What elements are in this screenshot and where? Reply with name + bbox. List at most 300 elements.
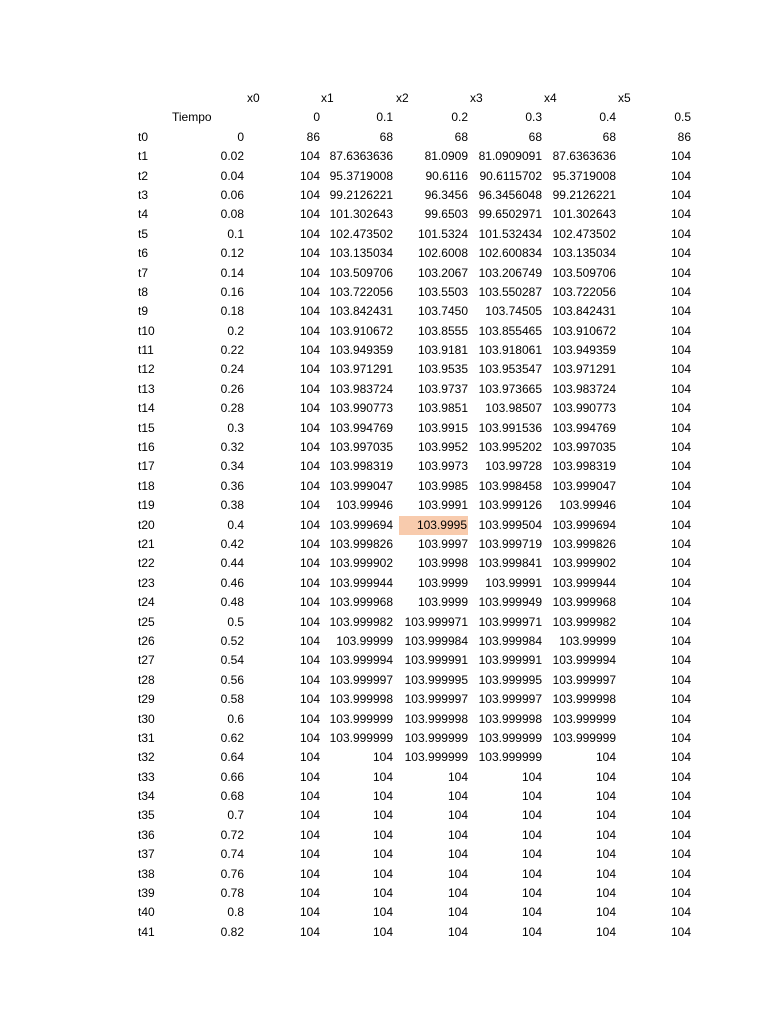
value-cell-x1[interactable]: 103.135034: [329, 246, 393, 261]
value-cell-x3[interactable]: 103.999984: [478, 633, 542, 648]
value-cell-x2[interactable]: 104: [447, 847, 468, 862]
value-cell-x2[interactable]: 103.9915: [417, 420, 468, 435]
value-cell-x4[interactable]: 103.994769: [552, 420, 616, 435]
value-cell-x2[interactable]: 103.5503: [417, 284, 468, 299]
value-cell-x2[interactable]: 104: [447, 905, 468, 920]
value-cell-x1[interactable]: 104: [372, 924, 393, 939]
value-cell-x4[interactable]: 87.6363636: [552, 149, 616, 164]
value-cell-x1[interactable]: 103.990773: [329, 401, 393, 416]
value-cell-x2[interactable]: 81.0909: [424, 149, 468, 164]
row-label: t28: [138, 672, 155, 687]
value-cell-x0[interactable]: 86: [306, 129, 320, 144]
time-cell[interactable]: 0.58: [220, 692, 244, 707]
value-cell-x5[interactable]: 104: [670, 653, 691, 668]
value-cell-x2[interactable]: 103.8555: [417, 323, 468, 338]
value-cell-x0[interactable]: 104: [299, 323, 320, 338]
value-cell-x1[interactable]: 103.722056: [329, 284, 393, 299]
time-cell[interactable]: 0: [237, 129, 244, 144]
value-cell-x2[interactable]: 104: [447, 789, 468, 804]
value-cell-x5[interactable]: 104: [670, 401, 691, 416]
value-cell-x4[interactable]: 104: [595, 808, 616, 823]
value-cell-x0[interactable]: 104: [299, 284, 320, 299]
value-cell-x2[interactable]: 68: [454, 129, 468, 144]
time-cell[interactable]: 0.24: [220, 362, 244, 377]
value-cell-x1[interactable]: 103.999999: [329, 711, 393, 726]
time-cell[interactable]: 0.78: [220, 886, 244, 901]
value-cell-x1[interactable]: 104: [372, 789, 393, 804]
value-cell-x5[interactable]: 104: [670, 517, 691, 532]
value-cell-x3[interactable]: 103.998458: [478, 478, 542, 493]
value-cell-x1[interactable]: 104: [372, 866, 393, 881]
value-cell-x5[interactable]: 104: [670, 886, 691, 901]
time-cell[interactable]: 0.12: [220, 246, 244, 261]
time-cell[interactable]: 0.42: [220, 536, 244, 551]
value-cell-x5[interactable]: 104: [670, 556, 691, 571]
value-cell-x2[interactable]: 103.999999: [404, 730, 468, 745]
value-cell-x0[interactable]: 104: [299, 343, 320, 358]
value-cell-x5[interactable]: 104: [670, 440, 691, 455]
value-cell-x5[interactable]: 86: [677, 129, 691, 144]
value-cell-x0[interactable]: 104: [299, 246, 320, 261]
value-cell-x1[interactable]: 103.997035: [329, 440, 393, 455]
time-cell[interactable]: 0.26: [220, 381, 244, 396]
value-cell-x1[interactable]: 104: [372, 905, 393, 920]
value-cell-x2[interactable]: 103.9851: [417, 401, 468, 416]
value-cell-x4[interactable]: 103.722056: [552, 284, 616, 299]
value-cell-x0[interactable]: 104: [299, 808, 320, 823]
value-cell-x4[interactable]: 95.3719008: [552, 168, 616, 183]
value-cell-x4[interactable]: 104: [595, 750, 616, 765]
value-cell-x0[interactable]: 104: [299, 207, 320, 222]
value-cell-x4[interactable]: 104: [595, 847, 616, 862]
value-cell-x5[interactable]: 104: [670, 207, 691, 222]
value-cell-x0[interactable]: 104: [299, 633, 320, 648]
value-cell-x2[interactable]: 102.6008: [417, 246, 468, 261]
value-cell-x2[interactable]: 104: [447, 808, 468, 823]
time-cell[interactable]: 0.18: [220, 304, 244, 319]
time-cell[interactable]: 0.44: [220, 556, 244, 571]
value-cell-x1[interactable]: 103.999826: [329, 536, 393, 551]
value-cell-x3[interactable]: 103.855465: [478, 323, 542, 338]
time-cell[interactable]: 0.34: [220, 459, 244, 474]
time-cell[interactable]: 0.04: [220, 168, 244, 183]
value-cell-x4[interactable]: 103.999694: [552, 517, 616, 532]
value-cell-x3[interactable]: 102.600834: [478, 246, 542, 261]
value-cell-x5[interactable]: 104: [670, 614, 691, 629]
value-cell-x3[interactable]: 103.206749: [478, 265, 542, 280]
value-cell-x1[interactable]: 103.509706: [329, 265, 393, 280]
value-cell-x5[interactable]: 104: [670, 595, 691, 610]
table-row: [0, 516, 768, 535]
value-cell-x2[interactable]: 103.2067: [417, 265, 468, 280]
value-cell-x5[interactable]: 104: [670, 168, 691, 183]
time-cell[interactable]: 0.54: [220, 653, 244, 668]
time-cell[interactable]: 0.56: [220, 672, 244, 687]
value-cell-x3[interactable]: 103.74505: [485, 304, 542, 319]
value-cell-x1[interactable]: 103.999944: [329, 575, 393, 590]
value-cell-x0[interactable]: 104: [299, 769, 320, 784]
value-cell-x3[interactable]: 104: [521, 827, 542, 842]
value-cell-x4[interactable]: 103.999968: [552, 595, 616, 610]
value-cell-x4[interactable]: 103.999999: [552, 730, 616, 745]
value-cell-x1[interactable]: 104: [372, 750, 393, 765]
time-cell[interactable]: 0.82: [220, 924, 244, 939]
value-cell-x2[interactable]: 103.999997: [404, 692, 468, 707]
value-cell-x0[interactable]: 104: [299, 672, 320, 687]
value-cell-x1[interactable]: 103.999047: [329, 478, 393, 493]
value-cell-x1[interactable]: 103.999998: [329, 692, 393, 707]
value-cell-x4[interactable]: 68: [602, 129, 616, 144]
value-cell-x0[interactable]: 104: [299, 187, 320, 202]
value-cell-x1[interactable]: 103.999999: [329, 730, 393, 745]
value-cell-x3[interactable]: 101.532434: [478, 226, 542, 241]
time-cell[interactable]: 0.14: [220, 265, 244, 280]
value-cell-x2[interactable]: 103.9737: [417, 381, 468, 396]
value-cell-x3[interactable]: 103.918061: [478, 343, 542, 358]
time-cell[interactable]: 0.32: [220, 440, 244, 455]
value-cell-x4[interactable]: 104: [595, 905, 616, 920]
value-cell-x2[interactable]: 103.999999: [404, 750, 468, 765]
value-cell-x3[interactable]: 103.999949: [478, 595, 542, 610]
time-cell[interactable]: 0.28: [220, 401, 244, 416]
time-cell[interactable]: 0.36: [220, 478, 244, 493]
value-cell-x1[interactable]: 101.302643: [329, 207, 393, 222]
value-cell-x1[interactable]: 103.994769: [329, 420, 393, 435]
time-cell[interactable]: 0.52: [220, 633, 244, 648]
value-cell-x0[interactable]: 104: [299, 265, 320, 280]
value-cell-x1[interactable]: 99.2126221: [329, 187, 393, 202]
value-cell-x2[interactable]: 103.7450: [417, 304, 468, 319]
value-cell-x3[interactable]: 103.999504: [478, 517, 542, 532]
value-cell-x5[interactable]: 104: [670, 808, 691, 823]
value-cell-x0[interactable]: 104: [299, 459, 320, 474]
value-cell-x5[interactable]: 104: [670, 246, 691, 261]
time-cell[interactable]: 0.76: [220, 866, 244, 881]
value-cell-x0[interactable]: 104: [299, 517, 320, 532]
value-cell-x2[interactable]: 103.9998: [417, 556, 468, 571]
value-cell-x0[interactable]: 104: [299, 886, 320, 901]
value-cell-x2[interactable]: 103.9535: [417, 362, 468, 377]
row-label: t19: [138, 498, 155, 513]
value-cell-x3[interactable]: 68: [528, 129, 542, 144]
value-cell-x1[interactable]: 104: [372, 847, 393, 862]
value-cell-x3[interactable]: 103.98507: [485, 401, 542, 416]
value-cell-x2[interactable]: 103.999971: [404, 614, 468, 629]
value-cell-x2[interactable]: 90.6116: [425, 168, 468, 183]
value-cell-x1[interactable]: 104: [372, 827, 393, 842]
value-cell-x3[interactable]: 99.6502971: [478, 207, 542, 222]
value-cell-x1[interactable]: 103.999982: [329, 614, 393, 629]
value-cell-x4[interactable]: 103.999998: [552, 692, 616, 707]
value-cell-x2[interactable]: 103.999984: [404, 633, 468, 648]
time-cell[interactable]: 0.6: [227, 711, 244, 726]
time-cell[interactable]: 0.02: [220, 149, 244, 164]
value-cell-x4[interactable]: 103.949359: [552, 343, 616, 358]
value-cell-x5[interactable]: 104: [670, 847, 691, 862]
value-cell-x4[interactable]: 103.997035: [552, 440, 616, 455]
value-cell-x3[interactable]: 103.999841: [478, 556, 542, 571]
value-cell-x2[interactable]: 103.9999: [417, 575, 468, 590]
value-cell-x3[interactable]: 104: [521, 905, 542, 920]
value-cell-x2[interactable]: 99.6503: [424, 207, 468, 222]
time-cell[interactable]: 0.5: [227, 614, 244, 629]
value-cell-x0[interactable]: 104: [299, 866, 320, 881]
value-cell-x4[interactable]: 104: [595, 789, 616, 804]
value-cell-x5[interactable]: 104: [670, 149, 691, 164]
value-cell-x0[interactable]: 104: [299, 149, 320, 164]
value-cell-x5[interactable]: 104: [670, 672, 691, 687]
value-cell-x2[interactable]: 96.3456: [424, 187, 468, 202]
value-cell-x4[interactable]: 103.509706: [552, 265, 616, 280]
selected-cell[interactable]: 103.9995: [399, 516, 468, 535]
value-cell-x1[interactable]: 103.999694: [329, 517, 393, 532]
time-cell[interactable]: 0.1: [227, 226, 244, 241]
value-cell-x3[interactable]: 103.999126: [478, 498, 542, 513]
time-cell[interactable]: 0.06: [220, 187, 244, 202]
value-cell-x0[interactable]: 104: [299, 653, 320, 668]
time-cell[interactable]: 0.72: [220, 827, 244, 842]
value-cell-x1[interactable]: 104: [372, 769, 393, 784]
value-cell-x1[interactable]: 103.99946: [336, 498, 393, 513]
value-cell-x4[interactable]: 103.990773: [552, 401, 616, 416]
time-cell[interactable]: 0.48: [220, 595, 244, 610]
value-cell-x0[interactable]: 104: [299, 730, 320, 745]
value-cell-x3[interactable]: 103.550287: [478, 284, 542, 299]
value-cell-x2[interactable]: 103.9985: [417, 478, 468, 493]
value-cell-x5[interactable]: 104: [670, 730, 691, 745]
value-cell-x4[interactable]: 103.99999: [559, 633, 616, 648]
value-cell-x3[interactable]: 103.999991: [478, 653, 542, 668]
value-cell-x4[interactable]: 103.999944: [552, 575, 616, 590]
value-cell-x3[interactable]: 103.99991: [485, 575, 542, 590]
value-cell-x0[interactable]: 104: [299, 905, 320, 920]
row-label: t30: [138, 711, 155, 726]
value-cell-x4[interactable]: 104: [595, 827, 616, 842]
value-cell-x5[interactable]: 104: [670, 187, 691, 202]
row-label: t7: [138, 265, 149, 280]
value-cell-x3[interactable]: 90.6115702: [479, 168, 542, 183]
value-cell-x5[interactable]: 104: [670, 924, 691, 939]
row-label: t38: [138, 866, 155, 881]
value-cell-x5[interactable]: 104: [670, 478, 691, 493]
value-cell-x4[interactable]: 104: [595, 924, 616, 939]
value-cell-x0[interactable]: 104: [299, 440, 320, 455]
value-cell-x3[interactable]: 103.999998: [478, 711, 542, 726]
value-cell-x4[interactable]: 103.842431: [552, 304, 616, 319]
value-cell-x4[interactable]: 103.999994: [552, 653, 616, 668]
value-cell-x0[interactable]: 104: [299, 827, 320, 842]
value-cell-x5[interactable]: 104: [670, 633, 691, 648]
value-cell-x5[interactable]: 104: [670, 769, 691, 784]
value-cell-x3[interactable]: 104: [521, 808, 542, 823]
value-cell-x1[interactable]: 87.6363636: [329, 149, 393, 164]
value-cell-x2[interactable]: 103.9952: [417, 440, 468, 455]
value-cell-x1[interactable]: 103.983724: [329, 381, 393, 396]
value-cell-x2[interactable]: 103.999998: [404, 711, 468, 726]
value-cell-x2[interactable]: 103.999991: [404, 653, 468, 668]
value-cell-x5[interactable]: 104: [670, 536, 691, 551]
value-cell-x0[interactable]: 104: [299, 924, 320, 939]
time-cell[interactable]: 0.16: [220, 284, 244, 299]
value-cell-x2[interactable]: 104: [447, 886, 468, 901]
value-cell-x4[interactable]: 103.910672: [552, 323, 616, 338]
time-cell[interactable]: 0.2: [227, 323, 244, 338]
value-cell-x4[interactable]: 102.473502: [552, 226, 616, 241]
value-cell-x3[interactable]: 81.0909091: [478, 149, 542, 164]
value-cell-x5[interactable]: 104: [670, 905, 691, 920]
value-cell-x4[interactable]: 103.999982: [552, 614, 616, 629]
value-cell-x5[interactable]: 104: [670, 362, 691, 377]
value-cell-x3[interactable]: 103.991536: [478, 420, 542, 435]
value-cell-x5[interactable]: 104: [670, 789, 691, 804]
value-cell-x1[interactable]: 104: [372, 886, 393, 901]
value-cell-x1[interactable]: 103.971291: [329, 362, 393, 377]
time-cell[interactable]: 0.7: [227, 808, 244, 823]
value-cell-x1[interactable]: 104: [372, 808, 393, 823]
value-cell-x3[interactable]: 104: [521, 924, 542, 939]
value-cell-x3[interactable]: 104: [521, 847, 542, 862]
value-cell-x1[interactable]: 103.999902: [329, 556, 393, 571]
value-cell-x0[interactable]: 104: [299, 498, 320, 513]
value-cell-x5[interactable]: 104: [670, 575, 691, 590]
value-cell-x5[interactable]: 104: [670, 265, 691, 280]
value-cell-x0[interactable]: 104: [299, 401, 320, 416]
value-cell-x0[interactable]: 104: [299, 614, 320, 629]
value-cell-x3[interactable]: 103.999999: [478, 730, 542, 745]
value-cell-x5[interactable]: 104: [670, 420, 691, 435]
value-cell-x0[interactable]: 104: [299, 478, 320, 493]
value-cell-x2[interactable]: 104: [447, 827, 468, 842]
value-cell-x1[interactable]: 103.99999: [336, 633, 393, 648]
value-cell-x4[interactable]: 104: [595, 886, 616, 901]
value-cell-x5[interactable]: 104: [670, 866, 691, 881]
value-cell-x2[interactable]: 104: [447, 924, 468, 939]
value-cell-x0[interactable]: 104: [299, 304, 320, 319]
value-cell-x5[interactable]: 104: [670, 827, 691, 842]
time-cell[interactable]: 0.46: [220, 575, 244, 590]
value-cell-x0[interactable]: 104: [299, 750, 320, 765]
value-cell-x4[interactable]: 103.983724: [552, 381, 616, 396]
value-cell-x1[interactable]: 103.842431: [329, 304, 393, 319]
value-cell-x2[interactable]: 101.5324: [417, 226, 468, 241]
value-cell-x1[interactable]: 95.3719008: [329, 168, 393, 183]
value-cell-x4[interactable]: 104: [595, 769, 616, 784]
time-cell[interactable]: 0.08: [220, 207, 244, 222]
time-cell[interactable]: 0.62: [220, 730, 244, 745]
value-cell-x3[interactable]: 96.3456048: [478, 187, 542, 202]
value-cell-x4[interactable]: 104: [595, 866, 616, 881]
value-cell-x1[interactable]: 103.949359: [329, 343, 393, 358]
value-cell-x5[interactable]: 104: [670, 226, 691, 241]
value-cell-x5[interactable]: 104: [670, 459, 691, 474]
value-cell-x2[interactable]: 103.9999: [417, 595, 468, 610]
value-cell-x1[interactable]: 103.998319: [329, 459, 393, 474]
time-cell[interactable]: 0.8: [227, 905, 244, 920]
value-cell-x3[interactable]: 103.995202: [478, 440, 542, 455]
value-cell-x1[interactable]: 103.999997: [329, 672, 393, 687]
value-cell-x5[interactable]: 104: [670, 304, 691, 319]
value-cell-x1[interactable]: 102.473502: [329, 226, 393, 241]
value-cell-x2[interactable]: 103.9997: [417, 536, 468, 551]
value-cell-x2[interactable]: 103.9181: [417, 343, 468, 358]
value-cell-x4[interactable]: 103.99946: [559, 498, 616, 513]
value-cell-x3[interactable]: 103.999995: [478, 672, 542, 687]
value-cell-x4[interactable]: 103.999902: [552, 556, 616, 571]
value-cell-x5[interactable]: 104: [670, 343, 691, 358]
value-cell-x0[interactable]: 104: [299, 595, 320, 610]
time-cell[interactable]: 0.38: [220, 498, 244, 513]
value-cell-x4[interactable]: 103.999997: [552, 672, 616, 687]
value-cell-x3[interactable]: 104: [521, 866, 542, 881]
value-cell-x0[interactable]: 104: [299, 847, 320, 862]
value-cell-x4[interactable]: 101.302643: [552, 207, 616, 222]
value-cell-x2[interactable]: 104: [447, 769, 468, 784]
value-cell-x3[interactable]: 104: [521, 769, 542, 784]
value-cell-x1[interactable]: 103.910672: [329, 323, 393, 338]
value-cell-x5[interactable]: 104: [670, 284, 691, 299]
value-cell-x4[interactable]: 103.999047: [552, 478, 616, 493]
value-cell-x0[interactable]: 104: [299, 789, 320, 804]
value-cell-x1[interactable]: 103.999994: [329, 653, 393, 668]
time-cell[interactable]: 0.3: [227, 420, 244, 435]
value-cell-x0[interactable]: 104: [299, 536, 320, 551]
time-cell[interactable]: 0.64: [220, 750, 244, 765]
value-cell-x1[interactable]: 103.999968: [329, 595, 393, 610]
value-cell-x5[interactable]: 104: [670, 711, 691, 726]
value-cell-x2[interactable]: 104: [447, 866, 468, 881]
value-cell-x0[interactable]: 104: [299, 168, 320, 183]
time-cell[interactable]: 0.74: [220, 847, 244, 862]
value-cell-x0[interactable]: 104: [299, 711, 320, 726]
value-cell-x2[interactable]: 103.9991: [417, 498, 468, 513]
value-cell-x3[interactable]: 103.999719: [478, 536, 542, 551]
value-cell-x0[interactable]: 104: [299, 226, 320, 241]
value-cell-x3[interactable]: 103.953547: [478, 362, 542, 377]
value-cell-x4[interactable]: 103.971291: [552, 362, 616, 377]
value-cell-x3[interactable]: 103.999997: [478, 692, 542, 707]
value-cell-x3[interactable]: 103.973665: [478, 381, 542, 396]
time-cell[interactable]: 0.68: [220, 789, 244, 804]
value-cell-x4[interactable]: 103.135034: [552, 246, 616, 261]
value-cell-x4[interactable]: 99.2126221: [552, 187, 616, 202]
value-cell-x3[interactable]: 104: [521, 789, 542, 804]
value-cell-x0[interactable]: 104: [299, 362, 320, 377]
time-cell[interactable]: 0.4: [227, 517, 244, 532]
value-cell-x5[interactable]: 104: [670, 750, 691, 765]
value-cell-x4[interactable]: 103.999999: [552, 711, 616, 726]
value-cell-x5[interactable]: 104: [670, 323, 691, 338]
value-cell-x2[interactable]: 103.999995: [404, 672, 468, 687]
value-cell-x3[interactable]: 104: [521, 886, 542, 901]
value-cell-x3[interactable]: 103.99728: [485, 459, 542, 474]
time-cell[interactable]: 0.22: [220, 343, 244, 358]
value-cell-x4[interactable]: 103.999826: [552, 536, 616, 551]
value-cell-x4[interactable]: 103.998319: [552, 459, 616, 474]
value-cell-x1[interactable]: 68: [379, 129, 393, 144]
value-cell-x0[interactable]: 104: [299, 420, 320, 435]
value-cell-x5[interactable]: 104: [670, 381, 691, 396]
value-cell-x5[interactable]: 104: [670, 692, 691, 707]
value-cell-x5[interactable]: 104: [670, 498, 691, 513]
value-cell-x0[interactable]: 104: [299, 556, 320, 571]
time-cell[interactable]: 0.66: [220, 769, 244, 784]
value-cell-x2[interactable]: 103.9973: [417, 459, 468, 474]
value-cell-x0[interactable]: 104: [299, 575, 320, 590]
value-cell-x0[interactable]: 104: [299, 692, 320, 707]
value-cell-x3[interactable]: 103.999971: [478, 614, 542, 629]
value-cell-x3[interactable]: 103.999999: [478, 750, 542, 765]
value-cell-x0[interactable]: 104: [299, 381, 320, 396]
